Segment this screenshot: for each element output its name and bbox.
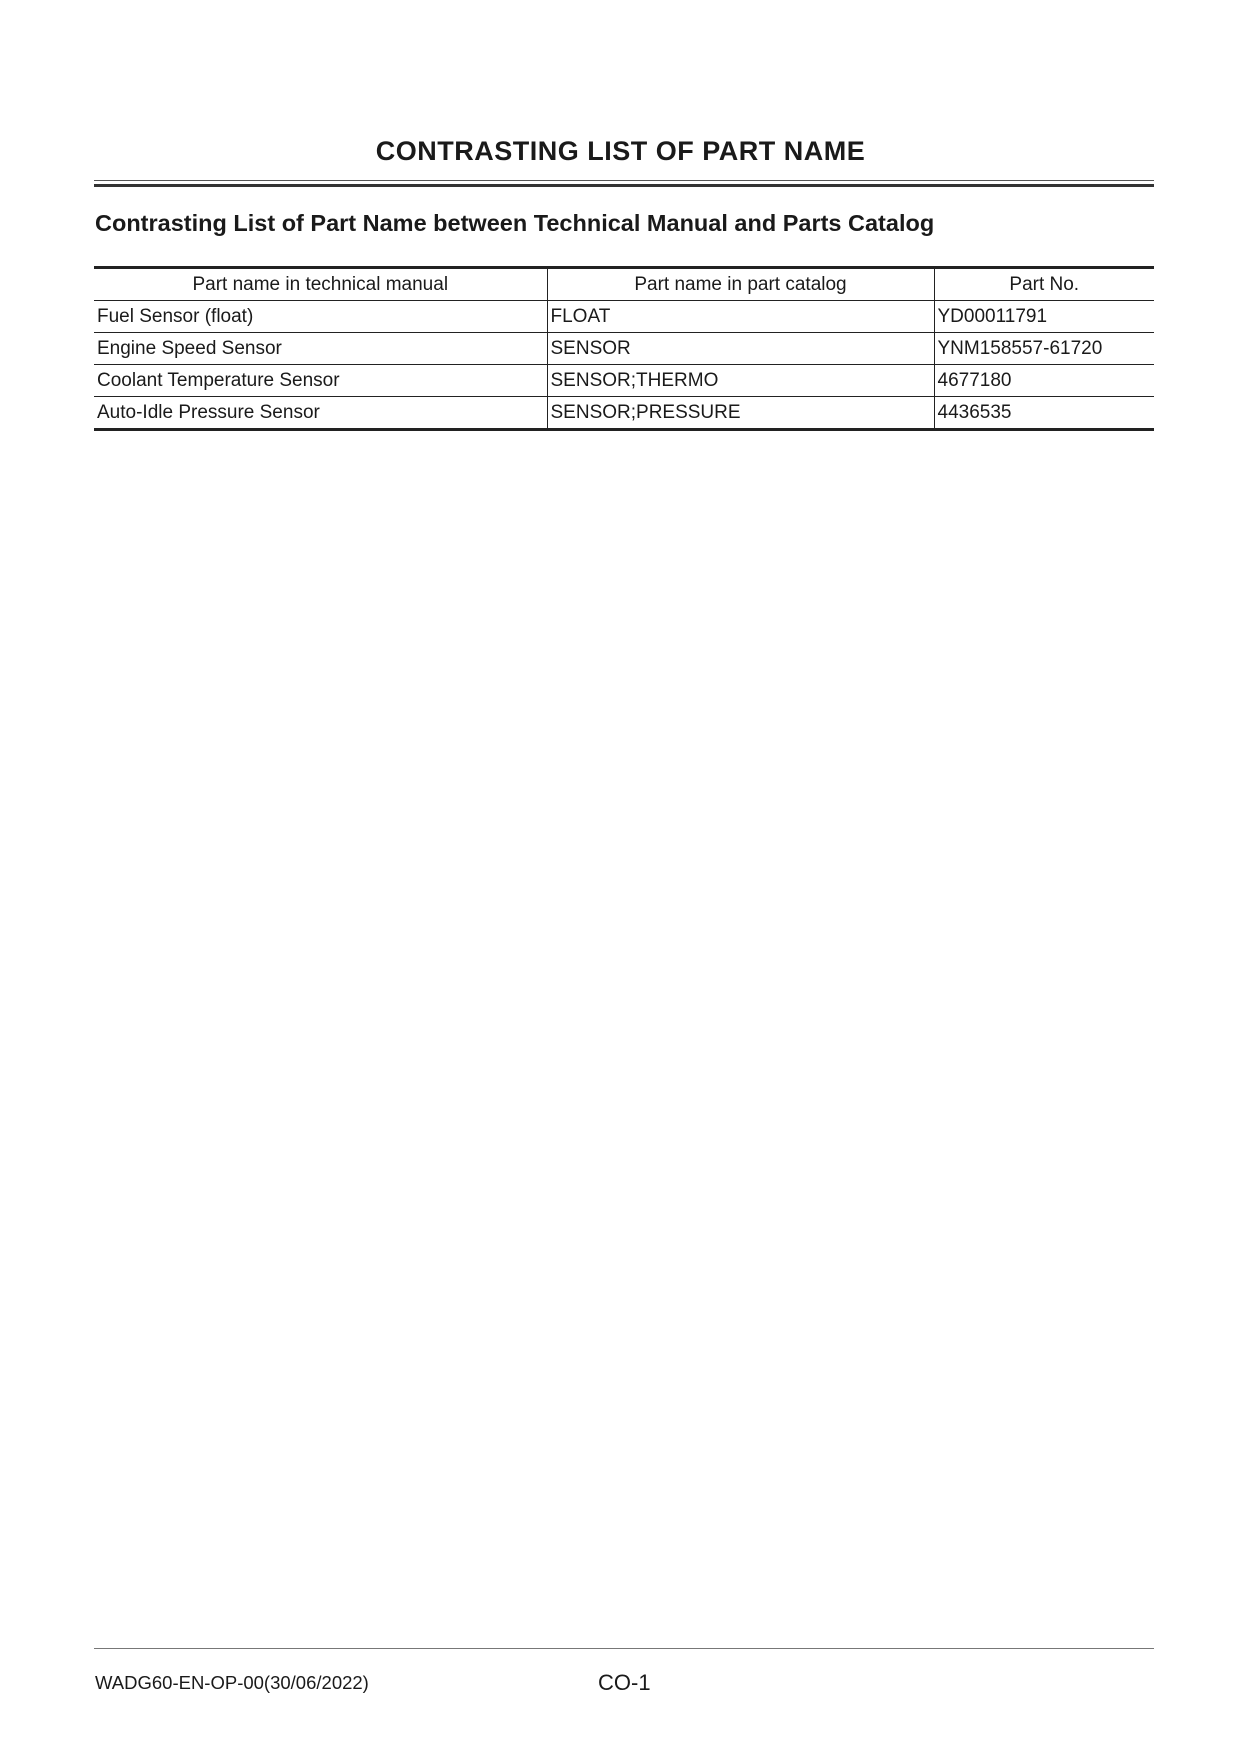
table-row bbox=[94, 301, 1154, 333]
part-catalog-name-cell: FLOAT bbox=[547, 301, 934, 333]
title-divider-thick bbox=[94, 184, 1154, 187]
footer-page-number: CO-1 bbox=[598, 1670, 651, 1695]
technical-manual-name-cell: Auto-Idle Pressure Sensor bbox=[94, 397, 547, 430]
footer-document-id: WADG60-EN-OP-00(30/06/2022) bbox=[95, 1672, 369, 1693]
part-number-cell: YD00011791 bbox=[934, 301, 1154, 333]
header-part-number: Part No. bbox=[934, 268, 1154, 301]
section-heading: Contrasting List of Part Name between Technical Manual and Parts Catalog bbox=[95, 210, 935, 236]
header-part-catalog-name: Part name in part catalog bbox=[547, 268, 934, 301]
part-catalog-name-cell: SENSOR;PRESSURE bbox=[547, 397, 934, 430]
technical-manual-name-cell: Coolant Temperature Sensor bbox=[94, 365, 547, 397]
part-number-cell: 4677180 bbox=[934, 365, 1154, 397]
table-header-row bbox=[94, 268, 1154, 301]
part-number-cell: 4436535 bbox=[934, 397, 1154, 430]
technical-manual-name-cell: Fuel Sensor (float) bbox=[94, 301, 547, 333]
part-catalog-name-cell: SENSOR;THERMO bbox=[547, 365, 934, 397]
page-title: CONTRASTING LIST OF PART NAME bbox=[375, 136, 866, 166]
title-divider-thin bbox=[94, 180, 1154, 181]
part-catalog-name-cell: SENSOR bbox=[547, 333, 934, 365]
table-row bbox=[94, 333, 1154, 365]
parts-table bbox=[94, 266, 1154, 431]
table-row bbox=[94, 365, 1154, 397]
table-row bbox=[94, 397, 1154, 430]
part-number-cell: YNM158557-61720 bbox=[934, 333, 1154, 365]
header-technical-manual-name: Part name in technical manual bbox=[94, 268, 547, 301]
technical-manual-name-cell: Engine Speed Sensor bbox=[94, 333, 547, 365]
footer-divider bbox=[94, 1648, 1154, 1649]
